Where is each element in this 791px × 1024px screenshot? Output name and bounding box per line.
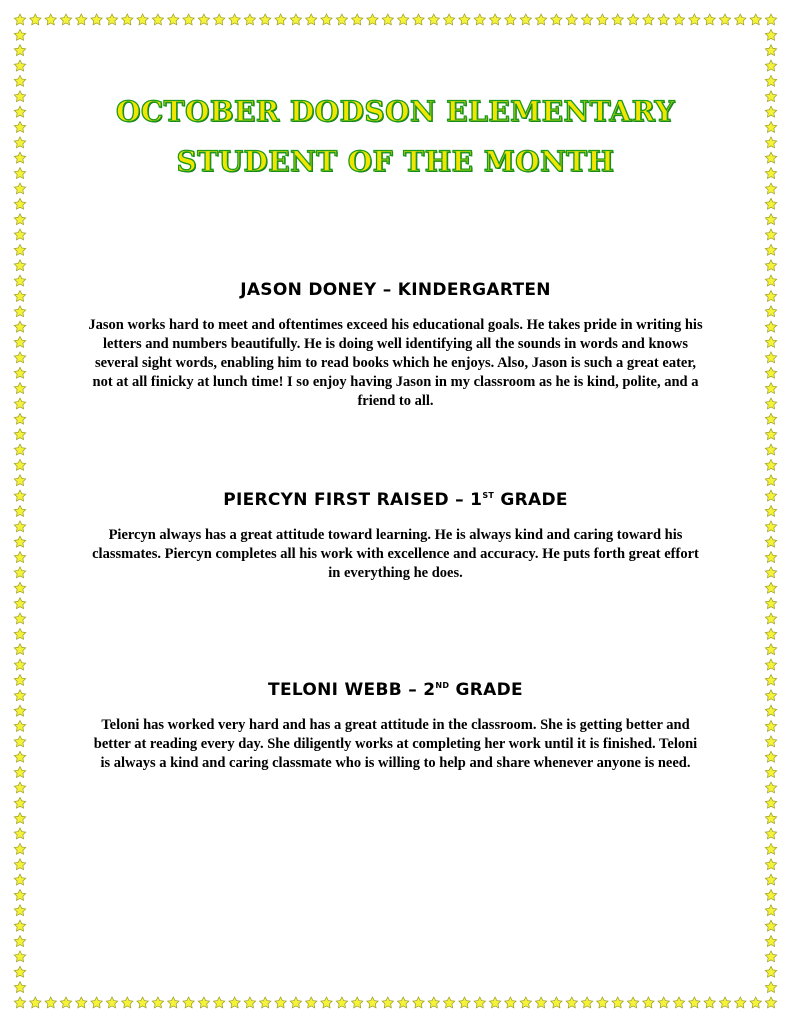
star-icon: [198, 14, 209, 25]
star-icon: [351, 997, 362, 1008]
star-icon: [520, 997, 531, 1008]
star-icon: [244, 997, 255, 1008]
star-icon: [765, 567, 776, 578]
star-icon: [765, 782, 776, 793]
star-icon: [765, 705, 776, 716]
star-icon: [14, 598, 25, 609]
star-icon: [689, 997, 700, 1008]
star-icon: [765, 260, 776, 271]
star-icon: [76, 14, 87, 25]
star-icon: [443, 14, 454, 25]
star-icon: [183, 997, 194, 1008]
student-section-first-grade: [88, 490, 703, 583]
star-icon: [765, 828, 776, 839]
student-heading: JASON DONEY – KINDERGARTEN: [240, 280, 551, 300]
star-icon: [765, 890, 776, 901]
star-icon: [14, 198, 25, 209]
star-icon: [367, 14, 378, 25]
star-icon: [14, 582, 25, 593]
star-icon: [505, 14, 516, 25]
star-icon: [719, 997, 730, 1008]
star-icon: [765, 183, 776, 194]
star-icon: [14, 244, 25, 255]
star-icon: [14, 490, 25, 501]
star-icon: [765, 521, 776, 532]
star-icon: [704, 14, 715, 25]
star-icon: [765, 413, 776, 424]
star-icon: [566, 997, 577, 1008]
star-icon: [765, 536, 776, 547]
star-icon: [765, 45, 776, 56]
star-icon: [765, 997, 776, 1008]
star-icon: [14, 214, 25, 225]
star-icon: [14, 45, 25, 56]
star-icon: [14, 521, 25, 532]
star-icon: [14, 444, 25, 455]
star-icon: [566, 14, 577, 25]
star-icon: [535, 997, 546, 1008]
star-icon: [627, 14, 638, 25]
star-icon: [765, 75, 776, 86]
star-icon: [305, 14, 316, 25]
star-icon: [658, 997, 669, 1008]
star-icon: [168, 14, 179, 25]
star-icon: [213, 14, 224, 25]
star-icon: [704, 997, 715, 1008]
star-icon: [45, 997, 56, 1008]
star-icon: [428, 997, 439, 1008]
student-heading: [88, 680, 703, 700]
star-icon: [765, 675, 776, 686]
star-icon: [382, 997, 393, 1008]
star-icon: [765, 490, 776, 501]
student-section-kindergarten: [88, 280, 703, 411]
star-icon: [520, 14, 531, 25]
star-icon: [14, 552, 25, 563]
star-icon: [765, 214, 776, 225]
star-icon: [14, 398, 25, 409]
star-icon: [14, 905, 25, 916]
star-icon: [290, 14, 301, 25]
star-icon: [14, 260, 25, 271]
star-icon: [719, 14, 730, 25]
star-icon: [14, 705, 25, 716]
star-icon: [765, 459, 776, 470]
star-icon: [535, 14, 546, 25]
star-icon: [765, 352, 776, 363]
star-icon: [336, 997, 347, 1008]
star-icon: [137, 997, 148, 1008]
star-icon: [765, 506, 776, 517]
star-icon: [673, 997, 684, 1008]
star-icon: [765, 60, 776, 71]
star-icon: [259, 14, 270, 25]
student-paragraph: Piercyn always has a great attitude toward learning. He is always kind and caring toward his classmates. Piercyn completes all his work with excellence and accuracy. He puts forth great effort in everything he does.: [92, 527, 699, 581]
star-icon: [765, 367, 776, 378]
star-icon: [14, 475, 25, 486]
star-icon: [14, 613, 25, 624]
star-icon: [765, 843, 776, 854]
star-icon: [765, 982, 776, 993]
star-icon: [259, 997, 270, 1008]
star-icon: [14, 782, 25, 793]
star-icon: [673, 14, 684, 25]
star-icon: [14, 506, 25, 517]
star-icon: [765, 721, 776, 732]
star-icon: [14, 751, 25, 762]
ordinal-suffix: ND: [435, 681, 450, 690]
star-icon: [765, 14, 776, 25]
star-icon: [14, 352, 25, 363]
star-icon: [443, 997, 454, 1008]
star-icon: [765, 321, 776, 332]
star-icon: [750, 997, 761, 1008]
star-icon: [413, 14, 424, 25]
star-icon: [765, 582, 776, 593]
star-icon: [290, 997, 301, 1008]
star-icon: [91, 14, 102, 25]
star-icon: [765, 29, 776, 40]
star-icon: [137, 14, 148, 25]
star-icon: [489, 14, 500, 25]
student-paragraph: Jason works hard to meet and oftentimes exceed his educational goals. He takes pride in writing his letters and numbers beautifully. He is doing well identifying all the sounds in words and knows several sight words, enabling him to read books which he enjoys. Also, Jason is such a great eater, not at all finicky at lunch time! I so enjoy having Jason in my classroom as he is kind, polite, and a friend to all.: [88, 317, 703, 409]
star-icon: [765, 613, 776, 624]
star-icon: [14, 920, 25, 931]
student-section-second-grade: [88, 680, 703, 773]
star-icon: [14, 828, 25, 839]
heading-text: PIERCYN FIRST RAISED – 1: [223, 490, 483, 510]
star-icon: [413, 997, 424, 1008]
star-icon: [30, 14, 41, 25]
star-icon: [765, 598, 776, 609]
star-icon: [765, 813, 776, 824]
star-icon: [14, 321, 25, 332]
star-icon: [765, 951, 776, 962]
star-icon: [459, 14, 470, 25]
star-icon: [198, 997, 209, 1008]
star-icon: [14, 275, 25, 286]
star-icon: [14, 797, 25, 808]
star-icon: [14, 29, 25, 40]
star-icon: [229, 997, 240, 1008]
star-icon: [765, 244, 776, 255]
star-icon: [152, 14, 163, 25]
star-icon: [14, 367, 25, 378]
star-icon: [351, 14, 362, 25]
star-icon: [765, 936, 776, 947]
student-heading: [88, 490, 703, 510]
star-icon: [14, 75, 25, 86]
star-icon: [321, 997, 332, 1008]
star-icon: [765, 905, 776, 916]
star-icon: [14, 982, 25, 993]
star-icon: [244, 14, 255, 25]
star-icon: [14, 767, 25, 778]
star-icon: [14, 813, 25, 824]
star-icon: [336, 14, 347, 25]
star-icon: [765, 337, 776, 348]
star-icon: [14, 383, 25, 394]
star-icon: [581, 14, 592, 25]
star-icon: [428, 14, 439, 25]
star-icon: [735, 14, 746, 25]
star-icon: [305, 997, 316, 1008]
student-paragraph: Teloni has worked very hard and has a great attitude in the classroom. She is getting better and better at reading every day. She diligently works at completing her work until it is finished. Teloni is always a kind and caring classmate who is willing to help and share whenever anyone is need.: [93, 717, 698, 771]
star-icon: [765, 198, 776, 209]
star-icon: [91, 997, 102, 1008]
star-icon: [14, 659, 25, 670]
star-icon: [14, 675, 25, 686]
star-icon: [14, 14, 25, 25]
star-icon: [14, 690, 25, 701]
star-icon: [14, 291, 25, 302]
star-icon: [45, 14, 56, 25]
star-icon: [14, 567, 25, 578]
star-icon: [14, 843, 25, 854]
star-icon: [76, 997, 87, 1008]
star-icon: [581, 997, 592, 1008]
star-icon: [597, 997, 608, 1008]
star-icon: [14, 628, 25, 639]
star-icon: [612, 997, 623, 1008]
star-icon: [765, 628, 776, 639]
star-icon: [765, 736, 776, 747]
heading-grade: GRADE: [494, 490, 568, 510]
star-icon: [14, 413, 25, 424]
star-icon: [765, 966, 776, 977]
star-icon: [765, 398, 776, 409]
star-icon: [643, 997, 654, 1008]
star-icon: [627, 997, 638, 1008]
star-icon: [551, 14, 562, 25]
star-icon: [152, 997, 163, 1008]
star-icon: [765, 306, 776, 317]
heading-grade: GRADE: [449, 680, 523, 700]
star-icon: [597, 14, 608, 25]
star-icon: [765, 475, 776, 486]
star-icon: [367, 997, 378, 1008]
heading-text: TELONI WEBB – 2: [268, 680, 436, 700]
star-icon: [765, 767, 776, 778]
star-icon: [122, 14, 133, 25]
star-icon: [474, 14, 485, 25]
star-icon: [14, 306, 25, 317]
star-icon: [14, 736, 25, 747]
star-icon: [14, 997, 25, 1008]
star-icon: [14, 337, 25, 348]
star-icon: [765, 797, 776, 808]
star-icon: [612, 14, 623, 25]
star-icon: [505, 997, 516, 1008]
star-icon: [765, 383, 776, 394]
star-icon: [14, 459, 25, 470]
star-icon: [551, 997, 562, 1008]
star-icon: [397, 997, 408, 1008]
star-icon: [689, 14, 700, 25]
star-icon: [397, 14, 408, 25]
star-icon: [489, 997, 500, 1008]
star-icon: [14, 721, 25, 732]
star-icon: [14, 874, 25, 885]
star-icon: [765, 275, 776, 286]
star-icon: [765, 751, 776, 762]
page-title-line2: STUDENT OF THE MONTH: [176, 145, 615, 178]
star-icon: [14, 951, 25, 962]
star-icon: [213, 997, 224, 1008]
star-icon: [643, 14, 654, 25]
star-icon: [765, 429, 776, 440]
star-icon: [14, 229, 25, 240]
star-icon: [14, 890, 25, 901]
star-icon: [382, 14, 393, 25]
star-icon: [229, 14, 240, 25]
star-icon: [765, 920, 776, 931]
star-icon: [14, 429, 25, 440]
star-icon: [765, 644, 776, 655]
star-icon: [106, 997, 117, 1008]
star-icon: [765, 690, 776, 701]
star-icon: [765, 552, 776, 563]
ordinal-suffix: ST: [482, 491, 495, 500]
star-icon: [275, 997, 286, 1008]
star-icon: [14, 60, 25, 71]
star-icon: [750, 14, 761, 25]
star-icon: [30, 997, 41, 1008]
star-icon: [275, 14, 286, 25]
star-icon: [14, 859, 25, 870]
star-icon: [459, 997, 470, 1008]
star-icon: [321, 14, 332, 25]
star-icon: [14, 183, 25, 194]
star-icon: [765, 859, 776, 870]
page-title-line1: OCTOBER DODSON ELEMENTARY: [115, 95, 676, 128]
star-icon: [14, 644, 25, 655]
star-icon: [765, 659, 776, 670]
star-icon: [14, 936, 25, 947]
star-icon: [106, 14, 117, 25]
star-icon: [60, 997, 71, 1008]
star-icon: [474, 997, 485, 1008]
star-icon: [168, 997, 179, 1008]
star-icon: [122, 997, 133, 1008]
star-icon: [658, 14, 669, 25]
star-icon: [183, 14, 194, 25]
star-icon: [14, 536, 25, 547]
star-icon: [765, 874, 776, 885]
star-icon: [765, 291, 776, 302]
star-icon: [765, 229, 776, 240]
star-icon: [14, 966, 25, 977]
star-icon: [735, 997, 746, 1008]
star-icon: [765, 444, 776, 455]
star-icon: [60, 14, 71, 25]
